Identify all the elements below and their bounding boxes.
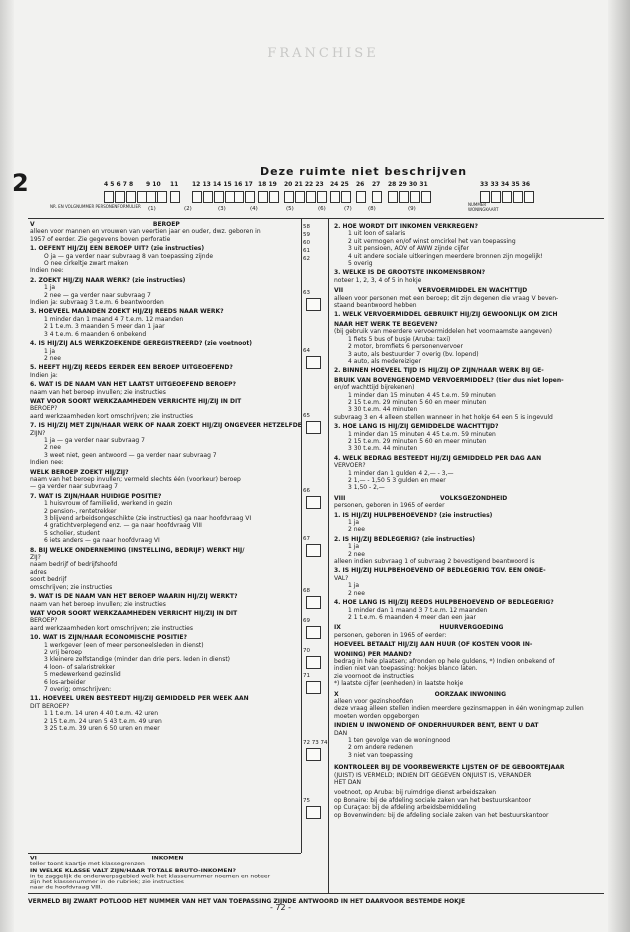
form-line: 2. BINNEN HOEVEEL TIJD IS HIJ/ZIJ OP ZIJN/HAAR WERK BIJ GE-	[334, 367, 544, 375]
form-line: soort bedrijf	[30, 576, 67, 584]
code-box-group	[258, 191, 279, 202]
form-line: 3 auto, als bestuurder 7 overig (bv. lopend)	[348, 350, 479, 358]
answer-box[interactable]	[306, 626, 321, 639]
form-line: 2 1 t.e.m. 6 maanden 4 meer dan een jaar	[348, 613, 477, 621]
question-code: 59	[303, 232, 310, 238]
form-line: deze vraag alleen stellen indien meerdere gezinsmappen in één woningmap zullen	[334, 705, 584, 713]
form-line: 2 uit vermogen en/of winst omcirkel het van toepassing	[348, 237, 516, 245]
form-line: 7. WAT IS ZIJN/HAAR HUIDIGE POSITIE?	[30, 492, 162, 500]
question-code: 67	[303, 536, 310, 542]
form-line: 1 minder dan 1 maand 4 7 t.e.m. 12 maanden	[44, 315, 184, 323]
code-box[interactable]	[388, 191, 398, 203]
answer-box[interactable]	[306, 596, 321, 609]
answer-box[interactable]	[306, 544, 321, 557]
code-column	[301, 218, 328, 893]
code-box[interactable]	[399, 191, 409, 203]
form-line: op Bonaire: bij de afdeling sociale zaken van het bestuurskantoor	[334, 796, 531, 804]
form-line: 2 nee	[44, 354, 61, 362]
form-line: alleen voor personen met een beroep; dit zijn degenen die vraag V beven-	[334, 294, 559, 302]
form-line: naam van het beroep invullen; zie instructies	[30, 388, 166, 396]
question-code: 64	[303, 348, 310, 354]
form-line: 1957 of eerder. Zie gegevens boven perforatie	[30, 235, 171, 243]
question-code: 58	[303, 224, 310, 230]
question-code: 60	[303, 240, 310, 246]
left-column	[30, 221, 302, 735]
page-left-shadow	[0, 0, 14, 932]
form-line: 1 ja	[348, 543, 360, 551]
form-line: NAAR HET WERK TE BEGEVEN?	[334, 320, 438, 328]
code-box-group	[146, 191, 167, 202]
code-box[interactable]	[104, 191, 114, 203]
form-line: alleen indien subvraag 1 of subvraag 2 bevestigend beantwoord is	[334, 558, 535, 566]
census-form	[12, 40, 604, 920]
column-group-number: 27	[372, 181, 381, 188]
column-group-number: 4 5 6 7 8	[104, 181, 134, 188]
form-line: naam van het beroep invullen; zie instructies	[30, 600, 166, 608]
form-line: VERVOER?	[334, 462, 366, 470]
form-line: subvraag 3 en 4 alleen stellen wanneer in het hokje 64 een 5 is ingevuld	[334, 413, 553, 421]
question-code: 70	[303, 648, 310, 654]
answer-box[interactable]	[306, 298, 321, 311]
form-line: 3 niet van toepassing	[348, 751, 413, 759]
form-line: 1 ja	[44, 284, 56, 292]
section-heading	[30, 221, 298, 228]
section-label: X	[334, 690, 339, 698]
form-line: 3 weet niet, geen antwoord — ga verder naar subvraag 7	[44, 451, 217, 459]
code-box-group	[356, 191, 366, 202]
code-box[interactable]	[284, 191, 294, 203]
section-heading	[334, 691, 602, 698]
sub-label: (1)	[148, 206, 156, 212]
form-line: adres	[30, 568, 47, 576]
form-line: 2 nee — ga verder naar subvraag 7	[44, 291, 151, 299]
code-box-group	[388, 191, 431, 202]
answer-box[interactable]	[306, 748, 321, 761]
form-line: teller toont kaartje met klassegrenzen	[30, 861, 145, 867]
form-line: 1 minder dan 1 gulden 4 2,— - 3,—	[348, 469, 454, 477]
question-code: 69	[303, 618, 310, 624]
form-line: 4. WELK BEDRAG BESTEEDT HIJ/ZIJ GEMIDDELD PER DAG AAN	[334, 454, 542, 462]
form-line: op Curaçao: bij de afdeling arbeidsbemiddeling	[334, 804, 477, 812]
section-label: V	[30, 221, 35, 228]
form-line: personen, geboren in 1965 of eerder:	[334, 631, 447, 639]
form-line: 1. OEFENT HIJ/ZIJ EEN BEROEP UIT? (zie instructies)	[30, 245, 205, 253]
form-line: 1 huisvrouw of familielid, werkend in gezin	[44, 500, 173, 508]
question-code: 61	[303, 248, 310, 254]
sub-label: (2)	[184, 206, 192, 212]
form-line: 2 nee	[348, 550, 365, 558]
right-column	[334, 221, 602, 822]
divider-mid-col	[328, 218, 329, 893]
code-box[interactable]	[203, 191, 213, 203]
form-line: WONING) PER MAAND?	[334, 650, 412, 658]
form-line: 1 minder dan 1 maand 3 7 t.e.m. 12 maanden	[348, 606, 488, 614]
form-line: in te zaggelijk de onderwerpsgebied welk het klassenummer noemen en noteer	[30, 873, 271, 879]
column-group-number: 18 19	[258, 181, 277, 188]
form-line: WELK BEROEP ZOEKT HIJ/ZIJ?	[30, 468, 129, 476]
section-title: VOLKSGEZONDHEID	[440, 494, 508, 502]
page-right-shadow	[608, 0, 630, 932]
form-line: INDIEN U INWONEND OF ONDERHUURDER BENT, BENT U DAT	[334, 722, 539, 730]
section-heading	[334, 624, 602, 631]
section-title: OORZAAK INWONING	[434, 690, 506, 698]
form-line: zijn het klassenummer in de rubriek; zie instructies	[30, 879, 184, 885]
divider-bottom	[28, 893, 604, 894]
code-box[interactable]	[258, 191, 268, 203]
column-group-number: 16 17	[234, 181, 253, 188]
code-box[interactable]	[234, 191, 244, 203]
form-line: 1 uit loon of salaris	[348, 230, 406, 238]
form-line: VAL?	[334, 574, 349, 582]
form-line: moeten worden opgeborgen	[334, 712, 420, 720]
form-line: 1 ja	[348, 582, 360, 590]
column-group-number: 28 29 30 31	[388, 181, 428, 188]
form-line: 1. WELK VERVOERMIDDEL GEBRUIKT HIJ/ZIJ GEWOONLIJK OM ZICH	[334, 311, 558, 319]
sub-label: (8)	[368, 206, 376, 212]
faint-heading: FRANCHISE	[267, 46, 379, 61]
form-line: 2 om andere redenen	[348, 744, 413, 752]
code-box[interactable]	[317, 191, 327, 203]
code-box-group	[234, 191, 255, 202]
form-line: 1 1 t.e.m. 14 uren 4 40 t.e.m. 42 uren	[44, 710, 159, 718]
form-line: 6 los-arbeider	[44, 678, 86, 686]
code-box[interactable]	[330, 191, 340, 203]
form-line: 1 ja	[348, 519, 360, 527]
column-group-number: 11	[170, 181, 179, 188]
form-line: voetnoot, op Aruba: bij ruimdrige dienst arbeidszaken	[334, 789, 497, 797]
form-line: O nee cirkeltje zwart maken	[44, 260, 129, 268]
question-code: 66	[303, 488, 310, 494]
sub-label: (9)	[408, 206, 416, 212]
form-line: 2 nee	[44, 444, 61, 452]
form-line: (JUIST) IS VERMELD; INDIEN DIT GEGEVEN ONJUIST IS, VERANDER	[334, 771, 532, 779]
form-line: 2 15 t.e.m. 29 minuten 5 60 en meer minuten	[348, 437, 487, 445]
inkomen-section	[30, 856, 298, 892]
question-code: 71	[303, 673, 310, 679]
form-line: 2. ZOEKT HIJ/ZIJ NAAR WERK? (zie instructies)	[30, 276, 186, 284]
form-line: O ja — ga verder naar subvraag 8 van toepassing zijnde	[44, 252, 214, 260]
left-caption: NR. EN VOLGNUMMER PERSONENFORMULIER	[50, 204, 141, 209]
form-line: 4 gratichtverplegend enz. — ga naar hoofdvraag VIII	[44, 522, 202, 530]
form-line: Indien nee:	[30, 459, 64, 467]
form-line: zie voornoot de instructies	[334, 672, 414, 680]
code-box-group	[372, 191, 382, 202]
form-line: 3 30 t.e.m. 44 minuten	[348, 406, 418, 414]
code-box-group	[170, 191, 180, 202]
form-title: Deze ruimte niet beschrijven	[260, 165, 468, 178]
form-line: omschrijven; zie instructies	[30, 583, 113, 591]
column-group-number: 33 33 34 35 36	[480, 181, 531, 188]
form-line: 2 1 t.e.m. 3 maanden 5 meer dan 1 jaar	[44, 323, 165, 331]
answer-box[interactable]	[306, 421, 321, 434]
code-box[interactable]	[170, 191, 180, 203]
column-group-number: 12 13 14 15	[192, 181, 232, 188]
footer-instruction: VERMELD BIJ ZWART POTLOOD HET NUMMER VAN HET VAN TOEPASSING ZIJNDE ANTWOORD IN HET DAARVOOR BESTEMDE HOKJE	[28, 898, 466, 905]
section-title: HUURVERGOEDING	[439, 624, 504, 632]
column-group-number: 20 21 22 23	[284, 181, 324, 188]
code-box[interactable]	[410, 191, 420, 203]
form-line: 2 pension-, rentetrekker	[44, 507, 117, 515]
code-box[interactable]	[372, 191, 382, 203]
form-line: BRUIK VAN BOVENGENOEMD VERVOERMIDDEL? (tier dus niet lopen-	[334, 376, 564, 384]
question-code: 63	[303, 290, 310, 296]
form-line: personen, geboren in 1965 of eerder	[334, 502, 445, 510]
form-line: 2 15 t.e.m. 29 minuten 5 60 en meer minuten	[348, 398, 487, 406]
code-box[interactable]	[269, 191, 279, 203]
form-line: Indien ja:	[30, 371, 58, 379]
form-line: 7 overig; omschrijven:	[44, 685, 112, 693]
form-line: indien niet van toepassing: hokjes blanco laten.	[334, 665, 478, 673]
form-line: 9. WAT IS DE NAAM VAN HET BEROEP WAARIN HIJ/ZIJ WERKT?	[30, 593, 238, 601]
form-line: 2 nee	[348, 526, 365, 534]
answer-box[interactable]	[306, 496, 321, 509]
sub-label: (4)	[250, 206, 258, 212]
code-box[interactable]	[192, 191, 202, 203]
form-line: 8. BIJ WELKE ONDERNEMING (INSTELLING, BEDRIJF) WERKT HIJ/	[30, 546, 245, 554]
code-box[interactable]	[295, 191, 305, 203]
form-line: alleen voor gezinshoofden	[334, 697, 414, 705]
code-box[interactable]	[115, 191, 125, 203]
form-line: HET DAN	[334, 779, 361, 787]
form-line: 3 uit pensioen, AOV of AWW zijnde cijfer	[348, 245, 469, 253]
card-number: 2	[12, 169, 29, 197]
form-line: 1 fiets 5 bus of busje (Aruba: taxi)	[348, 335, 451, 343]
form-line: en/of wachttijd bijrekenen)	[334, 384, 415, 392]
form-line: 2. IS HIJ/ZIJ BEDLEGERIG? (zie instructies)	[334, 535, 476, 543]
form-line: WAT VOOR SOORT WERKZAAMHEDEN VERRICHT HIJ/ZIJ IN DIT	[30, 609, 238, 617]
form-line: 7. IS HIJ/ZIJ MET ZIJN/HAAR WERK OF NAAR ZOEKT HIJ/ZIJ ONGEVEER HETZELFDE	[30, 422, 302, 430]
form-line: op Bovenwinden: bij de afdeling sociale zaken van het bestuurskantoor	[334, 811, 549, 819]
form-line: 3. HOE LANG IS HIJ/ZIJ GEMIDDELDE WACHTTIJD?	[334, 423, 499, 431]
question-code: 75	[303, 798, 310, 804]
form-line: naam van het beroep invullen; vermeld slechts één (voorkeur) beroep	[30, 476, 241, 483]
form-line: 10. WAT IS ZIJN/HAAR ECONOMISCHE POSITIE?	[30, 634, 187, 642]
code-box-group	[330, 191, 351, 202]
section-label: VIII	[334, 494, 346, 502]
code-box-group	[480, 191, 534, 202]
form-line: noteer 1, 2, 3, 4 of 5 in hokje	[334, 276, 422, 284]
form-line: 2 1,— - 1,50 5 3 gulden en meer	[348, 477, 446, 484]
form-line: 1 minder dan 15 minuten 4 45 t.e.m. 59 minuten	[348, 391, 496, 399]
question-code: 65	[303, 413, 310, 419]
form-line: Indien ja: subvraag 3 t.e.m. 6 beantwoorden	[30, 299, 164, 307]
right-caption: NUMMER WONINGKAART	[468, 202, 499, 212]
section-title: INKOMEN	[151, 856, 184, 862]
section-title: VERVOERMIDDEL EN WACHTTIJD	[417, 287, 528, 295]
form-line: IN WELKE KLASSE VALT ZIJN/HAAR TOTALE BRUTO-INKOMEN?	[30, 868, 236, 874]
form-line: 2. HOE WORDT DIT INKOMEN VERKREGEN?	[334, 223, 478, 230]
form-line: 1 ja — ga verder naar subvraag 7	[44, 436, 145, 444]
form-line: 3. HOEVEEL MAANDEN ZOEKT HIJ/ZIJ REEDS NAAR WERK?	[30, 308, 224, 316]
answer-box[interactable]	[306, 806, 321, 819]
form-line: 5. HEEFT HIJ/ZIJ REEDS EERDER EEN BEROEP UITGEOEFEND?	[30, 364, 233, 372]
form-line: 6 iets anders — ga naar hoofdvraag VI	[44, 537, 160, 545]
sub-label: (3)	[218, 206, 226, 212]
form-line: 5 scholier, student	[44, 529, 100, 537]
divider-inkomen	[28, 853, 301, 854]
form-line: 5 overig	[348, 260, 373, 268]
code-box[interactable]	[513, 191, 523, 203]
question-code: 62	[303, 256, 310, 262]
code-box[interactable]	[524, 191, 534, 203]
form-line: BEROEP?	[30, 405, 58, 413]
form-line: 3 1,50 - 2,—	[348, 484, 385, 492]
code-box[interactable]	[341, 191, 351, 203]
form-line: 1. IS HIJ/ZIJ HULPBEHOEVEND? (zie instructies)	[334, 511, 493, 519]
code-box[interactable]	[245, 191, 255, 203]
form-line: BEROEP?	[30, 617, 58, 625]
form-line: staand beantwoord hebben	[334, 302, 417, 310]
form-line: ZIJN?	[30, 429, 46, 437]
form-line: DIT BEROEP?	[30, 702, 70, 710]
form-line: 1 ja	[44, 347, 56, 355]
form-line: aard werkzaamheden kort omschrijven; zie instructies	[30, 412, 193, 420]
form-line: HOEVEEL BETAALT HIJ/ZIJ AAN HUUR (OF KOSTEN VOOR IN-	[334, 641, 533, 649]
form-line: 4 loon- of salaristrekker	[44, 663, 115, 671]
form-line: 3. WELKE IS DE GROOTSTE INKOMENSBRON?	[334, 269, 486, 277]
form-line: bedrag in hele plaatsen; afronden op hele guldens, *) Indien onbekend of	[334, 657, 555, 665]
form-line: 4. IS HIJ/ZIJ ALS WERKZOEKENDE GEREGISTREERD? (zie voetnoot)	[30, 340, 252, 348]
form-line: 3 4 t.e.m. 6 maanden 6 onbekend	[44, 330, 147, 338]
form-line: 4 uit andere sociale uitkeringen meerdere bronnen zijn mogelijk!	[348, 252, 543, 260]
form-line: 4. HOE LANG IS HIJ/ZIJ REEDS HULPBEHOEVEND OF BEDLEGERIG?	[334, 599, 554, 607]
code-box[interactable]	[214, 191, 224, 203]
question-code: 68	[303, 588, 310, 594]
form-line: alleen voor mannen en vrouwen van veertien jaar en ouder, dwz. geboren in	[30, 228, 261, 236]
question-code: 72 73 74	[303, 740, 328, 746]
form-line: KONTROLEER BIJ DE VOORBEWERKTE LIJSTEN OF DE GEBOORTEJAAR	[334, 764, 565, 772]
form-line: aard werkzaamheden kort omschrijven; zie instructies	[30, 624, 193, 632]
section-heading	[334, 287, 602, 294]
form-line: WAT VOOR SOORT WERKZAAMHEDEN VERRICHTE HIJ/ZIJ IN DIT	[30, 397, 242, 405]
code-box[interactable]	[157, 191, 167, 203]
column-group-number: 26	[356, 181, 365, 188]
form-line: naar de hoofdvraag VIII.	[30, 884, 103, 890]
form-line: 4 auto, als medereiziger	[348, 357, 421, 365]
form-line: 11. HOEVEEL UREN BESTEEDT HIJ/ZIJ GEMIDDELD PER WEEK AAN	[30, 695, 249, 703]
answer-box[interactable]	[306, 656, 321, 669]
section-title: BEROEP	[152, 221, 180, 228]
form-line: 2 15 t.e.m. 24 uren 5 43 t.e.m. 49 uren	[44, 717, 162, 725]
form-line: *) laatste cijfer (eenheden) in laatste hokje	[334, 680, 464, 688]
sub-label: (7)	[344, 206, 352, 212]
code-box[interactable]	[356, 191, 366, 203]
section-label: VI	[30, 856, 37, 862]
form-line: 3. IS HIJ/ZIJ HULPBEHOEVEND OF BEDLEGERIG TGV. EEN ONGE-	[334, 567, 546, 575]
code-box-group	[192, 191, 235, 202]
form-line: 1 werkgever (een of meer personeelsleden in dienst)	[44, 641, 204, 649]
form-line: — ga verder naar subvraag 7	[30, 483, 118, 491]
form-line: 3 kleinere zelfstandige (minder dan drie pers. leden in dienst)	[44, 656, 231, 664]
form-line: DAN	[334, 729, 348, 737]
code-box[interactable]	[146, 191, 156, 203]
form-line: naam bedrijf of bedrijfshoofd	[30, 561, 118, 569]
form-line: 1 minder dan 15 minuten 4 45 t.e.m. 59 minuten	[348, 430, 496, 438]
form-line: 3 30 t.e.m. 44 minuten	[348, 445, 418, 453]
form-line: (bij gebruik van meerdere vervoermiddelen het voornaamste aangeven)	[334, 328, 552, 336]
form-line: 1 ten gevolge van de woningnood	[348, 737, 451, 744]
section-heading	[334, 495, 602, 502]
form-line: 6. WAT IS DE NAAM VAN HET LAATST UITGEOEFEND BEROEP?	[30, 381, 237, 389]
answer-box[interactable]	[306, 356, 321, 369]
form-line: 3 blijvend arbeidsongeschikte (zie instructies) ga naar hoofdvraag VI	[44, 515, 252, 523]
form-line: 2 nee	[348, 589, 365, 597]
code-box[interactable]	[126, 191, 136, 203]
column-group-number: 24 25	[330, 181, 349, 188]
form-line: 2 vrij beroep	[44, 648, 82, 656]
form-line: 2 motor, bromfiets 6 personenvervoer	[348, 343, 463, 351]
code-box-group	[284, 191, 327, 202]
form-line: Indien nee:	[30, 267, 64, 275]
sub-label: (6)	[318, 206, 326, 212]
column-group-number: 9 10	[146, 181, 161, 188]
section-label: IX	[334, 624, 341, 632]
code-box[interactable]	[306, 191, 316, 203]
form-line: 5 medewerkend gezinslid	[44, 671, 121, 679]
page-number: - 72 -	[270, 903, 292, 912]
code-box[interactable]	[421, 191, 431, 203]
section-label: VII	[334, 287, 344, 295]
form-line: ZIJ?	[30, 554, 41, 562]
answer-box[interactable]	[306, 681, 321, 694]
form-line: 3 25 t.e.m. 39 uren 6 50 uren en meer	[44, 725, 160, 732]
sub-label: (5)	[286, 206, 294, 212]
